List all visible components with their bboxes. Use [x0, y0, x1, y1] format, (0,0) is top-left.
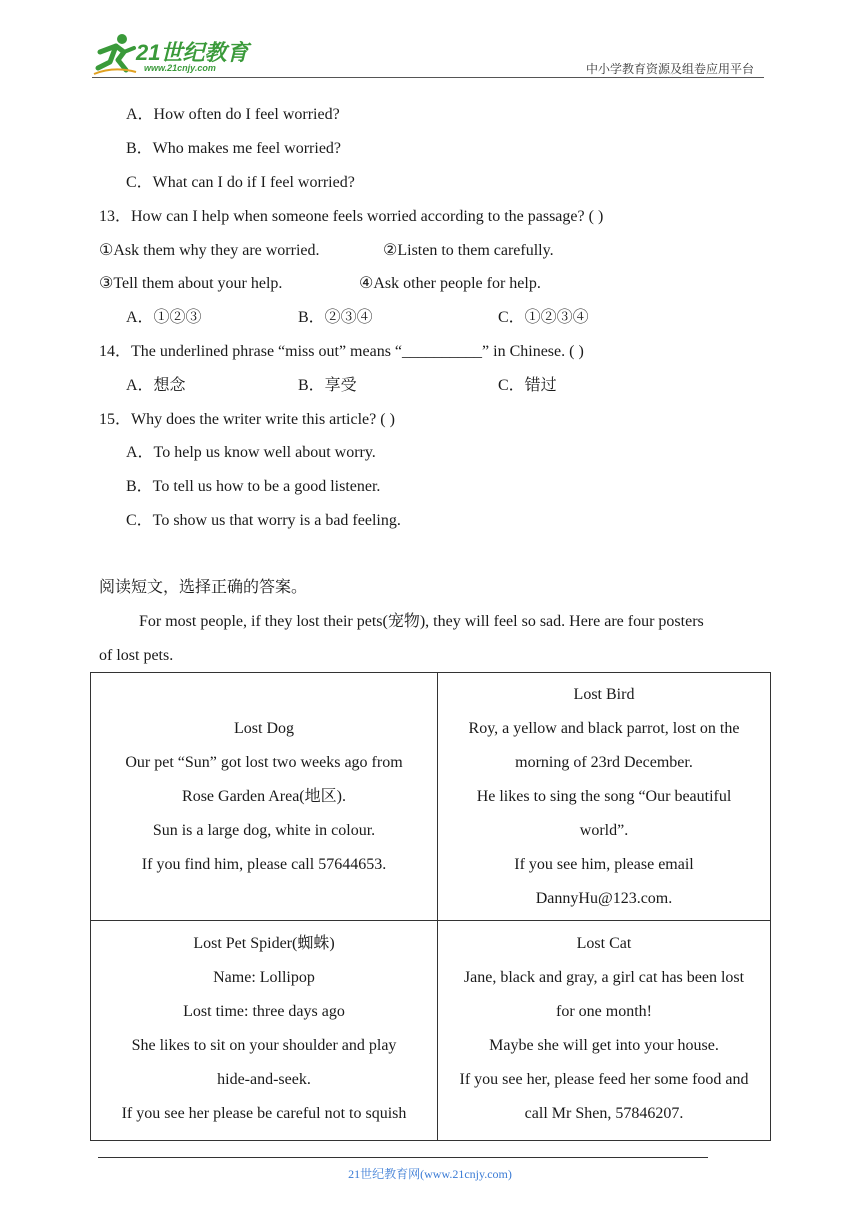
q13-item-2: ②Listen to them carefully.: [383, 242, 554, 259]
poster-spider-title: Lost Pet Spider(蜘蛛): [193, 935, 335, 952]
q12-option-a: A．How often do I feel worried?: [126, 106, 340, 123]
poster-dog-line: Our pet “Sun” got lost two weeks ago from: [125, 753, 403, 771]
header-divider: [92, 77, 764, 78]
q14-option-a: A．想念: [126, 377, 186, 394]
poster-lost-bird: [438, 673, 771, 921]
q13-item-3: ③Tell them about your help.: [99, 275, 283, 292]
q13-item-1: ①Ask them why they are worried.: [99, 242, 320, 259]
poster-spider-line: If you see her please be careful not to squish: [121, 1105, 407, 1122]
poster-bird-title: Lost Bird: [573, 685, 635, 703]
platform-name: 中小学教育资源及组卷应用平台: [585, 62, 754, 76]
q15-stem: 15．Why does the writer write this article? ( ): [99, 411, 395, 428]
q12-option-c: C．What can I do if I feel worried?: [126, 174, 355, 191]
footer-divider: [98, 1157, 708, 1158]
q15-option-c: C．To show us that worry is a bad feeling.: [126, 512, 401, 529]
lost-pets-posters-table: [90, 672, 771, 1141]
poster-bird-line: If you see him, please email: [514, 855, 694, 873]
q13-item-4: ④Ask other people for help.: [359, 275, 541, 292]
poster-dog-line: Sun is a large dog, white in colour.: [152, 821, 376, 839]
poster-dog-line: Rose Garden Area(地区).: [182, 787, 346, 805]
q14-option-c: C．错过: [498, 377, 557, 394]
poster-cat-title: Lost Cat: [576, 935, 632, 952]
poster-cat-line: If you see her, please feed her some food and: [459, 1071, 749, 1088]
poster-cat-line: call Mr Shen, 57846207.: [524, 1105, 684, 1122]
footer-link[interactable]: 21世纪教育网(www.21cnjy.com): [348, 1167, 512, 1181]
section-intro-line-2: of lost pets.: [99, 647, 174, 664]
q15-option-a: A．To help us know well about worry.: [126, 444, 376, 461]
poster-bird-line: He likes to sing the song “Our beautiful: [476, 787, 732, 805]
poster-cat-line: for one month!: [556, 1003, 652, 1020]
q15-option-b: B．To tell us how to be a good listener.: [126, 478, 381, 495]
poster-spider-line: hide-and-seek.: [217, 1071, 311, 1088]
page-header: [92, 30, 762, 78]
poster-lost-spider: [91, 921, 438, 1141]
poster-bird-line: morning of 23rd December.: [515, 753, 693, 771]
q13-option-c: C．①②③④: [498, 309, 589, 326]
q13-option-b: B．②③④: [298, 309, 373, 326]
poster-bird-line: Roy, a yellow and black parrot, lost on the: [468, 719, 740, 737]
poster-dog-title: Lost Dog: [234, 719, 294, 737]
poster-cat-line: Maybe she will get into your house.: [489, 1037, 719, 1054]
section-instruction: 阅读短文，选择正确的答案。: [99, 579, 308, 596]
poster-lost-cat: [438, 921, 771, 1141]
poster-spider-line: Name: Lollipop: [213, 969, 315, 986]
q12-option-b: B．Who makes me feel worried?: [126, 140, 342, 157]
poster-bird-line: world”.: [579, 821, 629, 839]
poster-lost-dog: [91, 673, 438, 921]
poster-spider-line: She likes to sit on your shoulder and play: [131, 1037, 397, 1054]
runner-logo-icon: [92, 32, 138, 76]
logo-url: www.21cnjy.com: [144, 63, 216, 73]
site-logo: [92, 32, 262, 76]
q14-stem: 14．The underlined phrase “miss out” means “__________” in Chinese. ( ): [99, 343, 584, 360]
poster-spider-line: Lost time: three days ago: [183, 1003, 345, 1020]
section-intro-line-1: For most people, if they lost their pets(宠物), they will feel so sad. Here are four posters: [139, 613, 704, 630]
poster-cat-line: Jane, black and gray, a girl cat has been lost: [463, 969, 745, 986]
q13-stem: 13．How can I help when someone feels worried according to the passage? ( ): [99, 208, 604, 225]
logo-text: 21世纪教育: [136, 40, 249, 65]
q14-option-b: B．享受: [298, 377, 357, 394]
poster-bird-line: DannyHu@123.com.: [535, 889, 673, 907]
poster-dog-line: If you find him, please call 57644653.: [141, 855, 387, 873]
q13-option-a: A．①②③: [126, 309, 202, 326]
